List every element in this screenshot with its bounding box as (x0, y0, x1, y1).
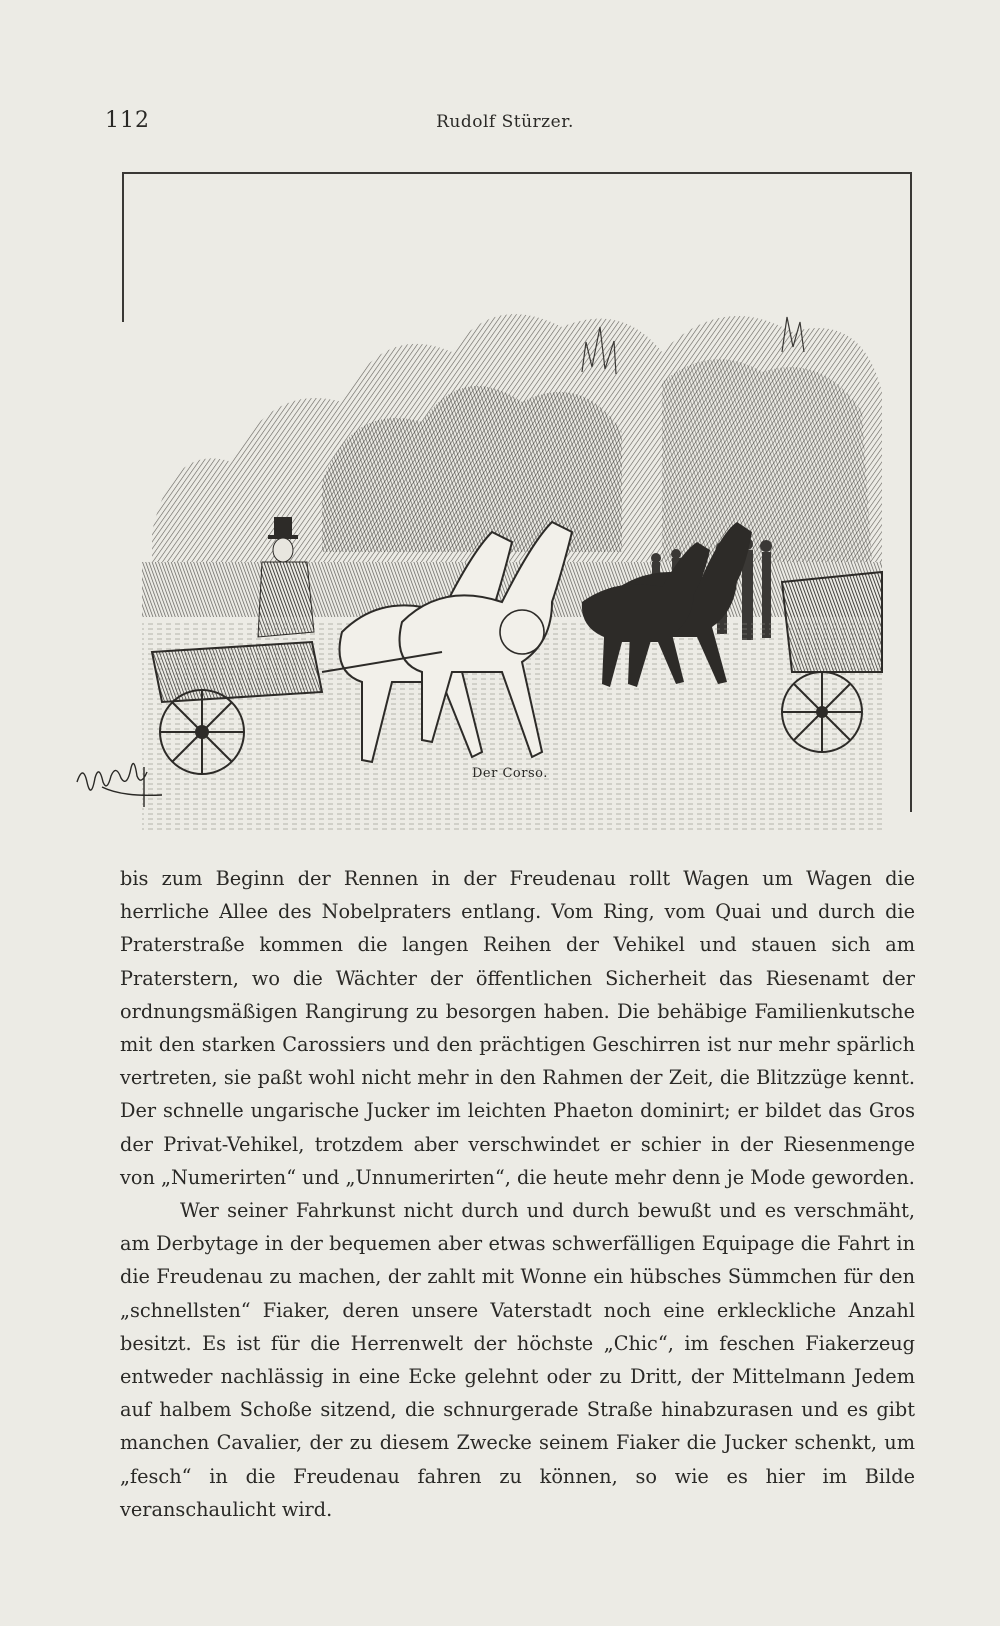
paragraph-2: Wer seiner Fahrkunst nicht durch und durch bewußt und es verschmäht, am Derbytage in der bequemen aber etwas schwerfälligen Equipage die Fahrt in die Freudenau zu machen, der zahlt mit Wonne ein hübsches Sümmchen für den „schnellsten“ Fiaker, deren unsere Vaterstadt noch eine erkleckliche Anzahl besitzt. Es ist für die Herrenwelt der höchste „Chic“, im feschen Fiakerzeug entweder nachlässig in eine Ecke gelehnt oder zu Dritt, der Mittelmann Jedem auf halbem Schoße sitzend, die schnurgerade Straße hinabzurasen und es gibt manchen Cavalier, der zu diesem Zwecke seinem Fiaker die Jucker schenkt, um „fesch“ in die Freudenau fahren zu können, so wie es hier im Bilde veranschaulicht wird. (120, 1199, 915, 1521)
tree-foliage (152, 314, 882, 562)
plate-frame-top (122, 172, 912, 174)
illustration-plate (122, 172, 912, 812)
running-head: Rudolf Stürzer. (436, 112, 574, 132)
page-number: 112 (105, 108, 150, 133)
figure-caption: Der Corso. (472, 766, 548, 781)
page-header (105, 108, 905, 142)
body-text (120, 862, 915, 1526)
paragraph-1: bis zum Beginn der Rennen in der Freudenau rollt Wagen um Wagen die herrliche Allee des Nobelpraters entlang. Vom Ring, vom Quai und durch die Praterstraße kommen die langen Reihen der Vehikel und stauen sich am Praterstern, wo die Wächter der öffentlichen Sicherheit das Riesenamt der ordnungsmäßigen Rangirung zu besorgen haben. Die behäbige Familienkutsche mit den starken Carossiers und den prächtigen Geschirren ist nur mehr spärlich vertreten, sie paßt wohl nicht mehr in den Rahmen der Zeit, die Blitzzüge kennt. Der schnelle ungarische Jucker im leichten Phaeton dominirt; er bildet das Gros der Privat-Vehikel, trotzdem aber verschwindet er schier in der Riesenmenge von „Numerirten“ und „Unnumerirten“, die heute mehr denn je Mode geworden. (120, 867, 915, 1189)
artist-signature (72, 747, 212, 817)
